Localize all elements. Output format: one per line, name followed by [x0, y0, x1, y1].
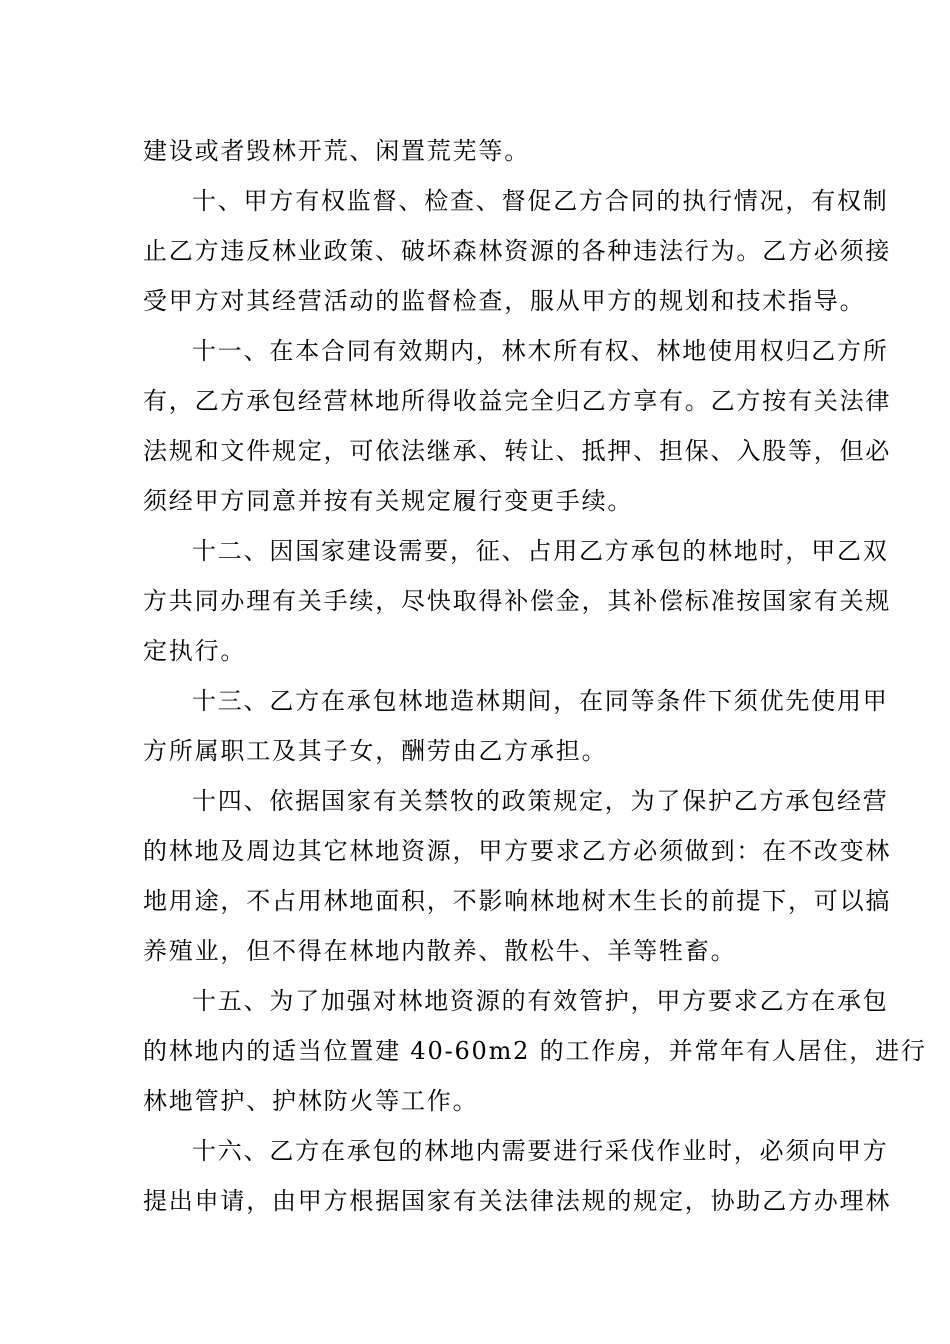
text-line: 法规和文件规定，可依法继承、转让、抵押、担保、入股等，但必 [143, 437, 892, 465]
text-line: 十五、为了加强对林地资源的有效管护，甲方要求乙方在承包 [192, 987, 889, 1015]
text-line: 林地管护、护林防火等工作。 [143, 1087, 479, 1115]
text-line: 十四、依据国家有关禁牧的政策规定，为了保护乙方承包经营 [192, 787, 889, 815]
text-line: 定执行。 [143, 637, 247, 665]
text-line: 十三、乙方在承包林地造林期间，在同等条件下须优先使用甲 [192, 687, 889, 715]
text-line: 有，乙方承包经营林地所得收益完全归乙方享有。乙方按有关法律 [143, 387, 892, 415]
text-line: 方共同办理有关手续，尽快取得补偿金，其补偿标准按国家有关规 [143, 587, 892, 615]
text-line: 十二、因国家建设需要，征、占用乙方承包的林地时，甲乙双 [192, 537, 889, 565]
text-line: 地用途，不占用林地面积，不影响林地树木生长的前提下，可以搞 [143, 887, 892, 915]
text-line: 的林地及周边其它林地资源，甲方要求乙方必须做到：在不改变林 [143, 837, 892, 865]
text-line: 十六、乙方在承包的林地内需要进行采伐作业时，必须向甲方 [192, 1137, 889, 1165]
text-line: 的林地内的适当位置建 40-60m2 的工作房，并常年有人居住，进行 [143, 1037, 927, 1065]
text-line: 建设或者毁林开荒、闲置荒芜等。 [143, 137, 530, 165]
text-line: 十、甲方有权监督、检查、督促乙方合同的执行情况，有权制 [192, 187, 889, 215]
text-line: 受甲方对其经营活动的监督检查，服从甲方的规划和技术指导。 [143, 287, 866, 315]
text-line: 养殖业，但不得在林地内散养、散松牛、羊等牲畜。 [143, 937, 737, 965]
text-line: 方所属职工及其子女，酬劳由乙方承担。 [143, 737, 608, 765]
text-line: 止乙方违反林业政策、破坏森林资源的各种违法行为。乙方必须接 [143, 237, 892, 265]
text-line: 须经甲方同意并按有关规定履行变更手续。 [143, 487, 634, 515]
text-line: 提出申请，由甲方根据国家有关法律法规的规定，协助乙方办理林 [143, 1187, 892, 1215]
text-line: 十一、在本合同有效期内，林木所有权、林地使用权归乙方所 [192, 337, 889, 365]
